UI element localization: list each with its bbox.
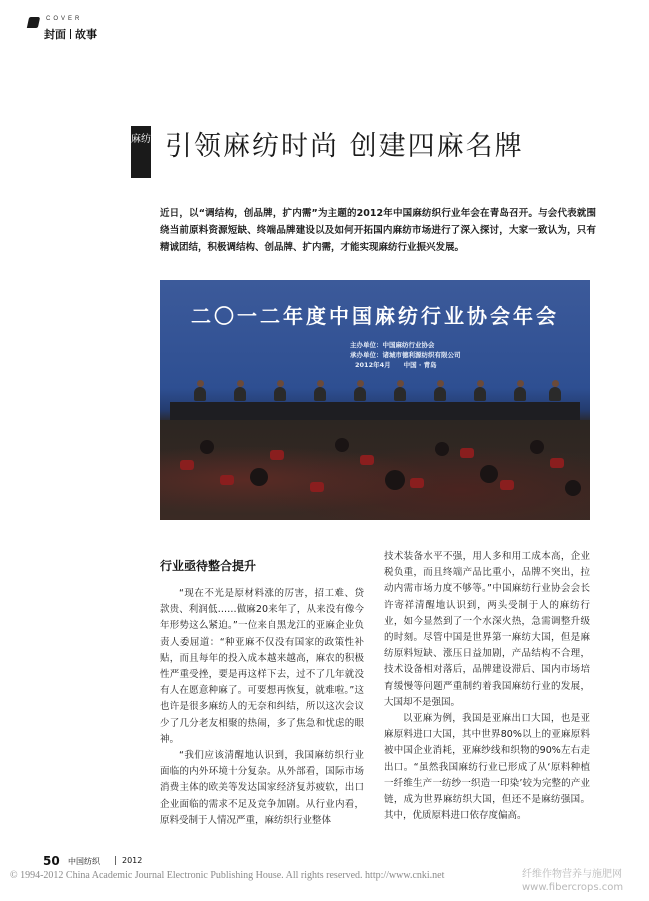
banner-host: 主办单位：中国麻纺行业协会 xyxy=(350,341,435,349)
publication-name: 中国纺织 xyxy=(68,857,100,866)
body-column-right xyxy=(384,549,590,824)
section-label xyxy=(44,26,97,42)
banner-organizer: 承办单位：诸城市德利源纺织有限公司 xyxy=(350,351,461,359)
watermark-url: www.fibercrops.com xyxy=(522,882,624,893)
section-subheading: 行业亟待整合提升 xyxy=(160,559,257,573)
body-paragraph: 以亚麻为例，我国是亚麻出口大国，也是亚麻原料进口大国，其中世界80%以上的亚麻原料被中国企业消耗，亚麻纱线和织物的90%左右走出口。“虽然我国麻纺行业已形成了从‘原料种植一纤维生产一纺纱一织造一印染’较为完整的产业链，成为世界麻纺织大国，但还不是麻纺强国。其中，优质原料进口依存度偏高。 xyxy=(384,713,590,822)
article-lead: 近日，以“调结构，创品牌，扩内需”为主题的2012年中国麻纺织行业年会在青岛召开。与会代表就围绕当前原料资源短缺、终端品牌建设以及如何开拓国内麻纺市场进行了深入探讨，大家一致认为，只有精诚团结，积极调结构、创品牌、扩内需，才能实现麻纺行业振兴发展。 xyxy=(160,208,596,253)
dais-table xyxy=(170,402,580,420)
publication-year: 2012 xyxy=(122,856,143,865)
audience xyxy=(160,420,590,520)
page-number: 50 xyxy=(43,854,60,868)
watermark-cn: 纤维作物营养与施肥网 xyxy=(522,869,622,880)
body-column-left xyxy=(160,586,364,829)
cover-logo-icon xyxy=(27,17,40,28)
body-paragraph: “我们应该清醒地认识到，我国麻纺织行业面临的内外环境十分复杂。从外部看，国际市场消费主体的欧美等发达国家经济复苏疲软，出口企业面临的需求不足及竞争加剧。从行业内看，原料受制于人情况严重，麻纺织行业整体 xyxy=(160,750,364,826)
banner-date-place: 2012年4月 中国 · 青岛 xyxy=(355,361,437,369)
body-paragraph: “现在不光是原材料涨的厉害，招工难、贷款贵、利润低……做麻20来年了，从来没有像今年形势这么紧迫。”一位来自黑龙江的亚麻企业负责人委屈道：“种亚麻不仅没有国家的政策性补贴，而且每年的投入成本越来越高，麻农的积极性严重受挫，要是再这样下去，过不了几年就没有人在愿意种麻了。可要想再恢复，就难啦。”这也许是很多麻纺人的无奈和纠结，所以这次会议少了几分老友相聚的热闹，多了焦急和忧虑的眼神。 xyxy=(160,588,364,745)
footer-divider xyxy=(115,856,116,865)
conference-photo xyxy=(160,280,590,520)
category-tag: 麻纺 xyxy=(131,126,151,178)
copyright-notice: © 1994-2012 China Academic Journal Electronic Publishing House. All rights reserved. http://www.cnki.net xyxy=(10,870,445,881)
cover-label: COVER xyxy=(46,16,83,22)
site-watermark xyxy=(522,868,623,894)
section-name: 封面 xyxy=(44,28,66,41)
section-divider xyxy=(70,29,71,39)
body-paragraph-continued: 技术装备水平不强，用人多和用工成本高，企业税负重，而且终端产品比重小，品牌不突出，拉动内需市场力度不够等。”中国麻纺行业协会会长许寄祥清醒地认识到，两头受制于人的麻纺行业，如今显然到了一个水深火热，急需调整升级的时刻。尽管中国是世界第一麻纺大国，但是麻纺原料短缺、涨压日益加剧，产品结构不合理，技术设备相对落后，品牌建设滞后、国内市场培育缓慢等问题严重制约着我国麻纺行业的发展，大国却不是强国。 xyxy=(384,551,590,708)
banner-title: 二〇一二年度中国麻纺行业协会年会 xyxy=(191,304,559,328)
article-title: 引领麻纺时尚 创建四麻名牌 xyxy=(165,131,524,162)
subsection-name: 故事 xyxy=(75,28,97,41)
